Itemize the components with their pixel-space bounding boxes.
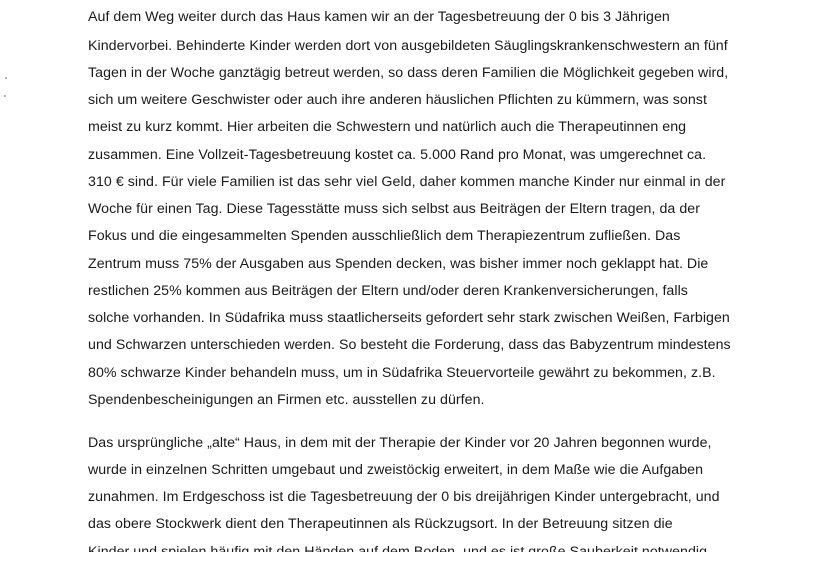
text-line: solche vorhanden. In Südafrika muss staatlicherseits gefordert sehr stark zwischen Weißen, Farbigen bbox=[88, 310, 730, 326]
text-line: und Schwarzen unterschieden werden. So besteht die Forderung, dass das Babyzentrum mindestens bbox=[88, 337, 731, 353]
text-line: wurde in einzelnen Schritten umgebaut und zweistöckig erweitert, in dem Maße wie die Aufgaben bbox=[88, 462, 704, 478]
text-line: Spendenbescheinigungen an Firmen etc. ausstellen zu dürfen. bbox=[88, 392, 485, 408]
text-line: 80% schwarze Kinder behandeln muss, um in Südafrika Steuervorteile gewährt zu bekommen, z.B. bbox=[88, 365, 716, 381]
text-line: Tagen in der Woche ganztägig betreut werden, so dass deren Familien die Möglichkeit gegeben wird, bbox=[88, 65, 729, 81]
text-line: Fokus und die eingesammelten Spenden ausschließlich dem Therapiezentrum zufließen. Das bbox=[88, 228, 681, 244]
page-crop-edge bbox=[0, 552, 840, 560]
text-line: Woche für einen Tag. Diese Tagesstätte muss sich selbst aus Beiträgen der Eltern tragen, da der bbox=[88, 201, 700, 217]
text-line: meist zu kurz kommt. Hier arbeiten die Schwestern und natürlich auch die Therapeutinnen eng bbox=[88, 119, 687, 135]
text-line: das obere Stockwerk dient den Therapeutinnen als Rückzugsort. In der Betreuung sitzen die bbox=[88, 516, 673, 532]
text-line: Kindervorbei. Behinderte Kinder werden dort von ausgebildeten Säuglingskrankenschwestern an fünf bbox=[88, 38, 728, 54]
text-line: Das ursprüngliche „alte“ Haus, in dem mit der Therapie der Kinder vor 20 Jahren begonnen wurde, bbox=[88, 435, 712, 451]
text-line: sich um weitere Geschwister oder auch ihre anderen häuslichen Pflichten zu kümmern, was sonst bbox=[88, 92, 707, 108]
text-line: 310 € sind. Für viele Familien ist das sehr viel Geld, daher kommen manche Kinder nur einmal in der bbox=[88, 174, 726, 190]
text-line: restlichen 25% kommen aus Beiträgen der Eltern und/oder deren Krankenversicherungen, falls bbox=[88, 283, 688, 299]
text-line: Auf dem Weg weiter durch das Haus kamen wir an der Tagesbetreuung der 0 bis 3 Jährigen bbox=[88, 9, 670, 25]
scan-speck bbox=[5, 77, 7, 79]
text-line: Zentrum muss 75% der Ausgaben aus Spenden decken, was bisher immer noch geklappt hat. Die bbox=[88, 256, 709, 272]
scan-speck bbox=[4, 95, 6, 97]
text-line: zunahmen. Im Erdgeschoss ist die Tagesbetreuung der 0 bis dreijährigen Kinder untergebracht, und bbox=[88, 489, 720, 505]
text-line: zusammen. Eine Vollzeit-Tagesbetreuung kostet ca. 5.000 Rand pro Monat, was umgerechnet ca. bbox=[88, 147, 707, 163]
